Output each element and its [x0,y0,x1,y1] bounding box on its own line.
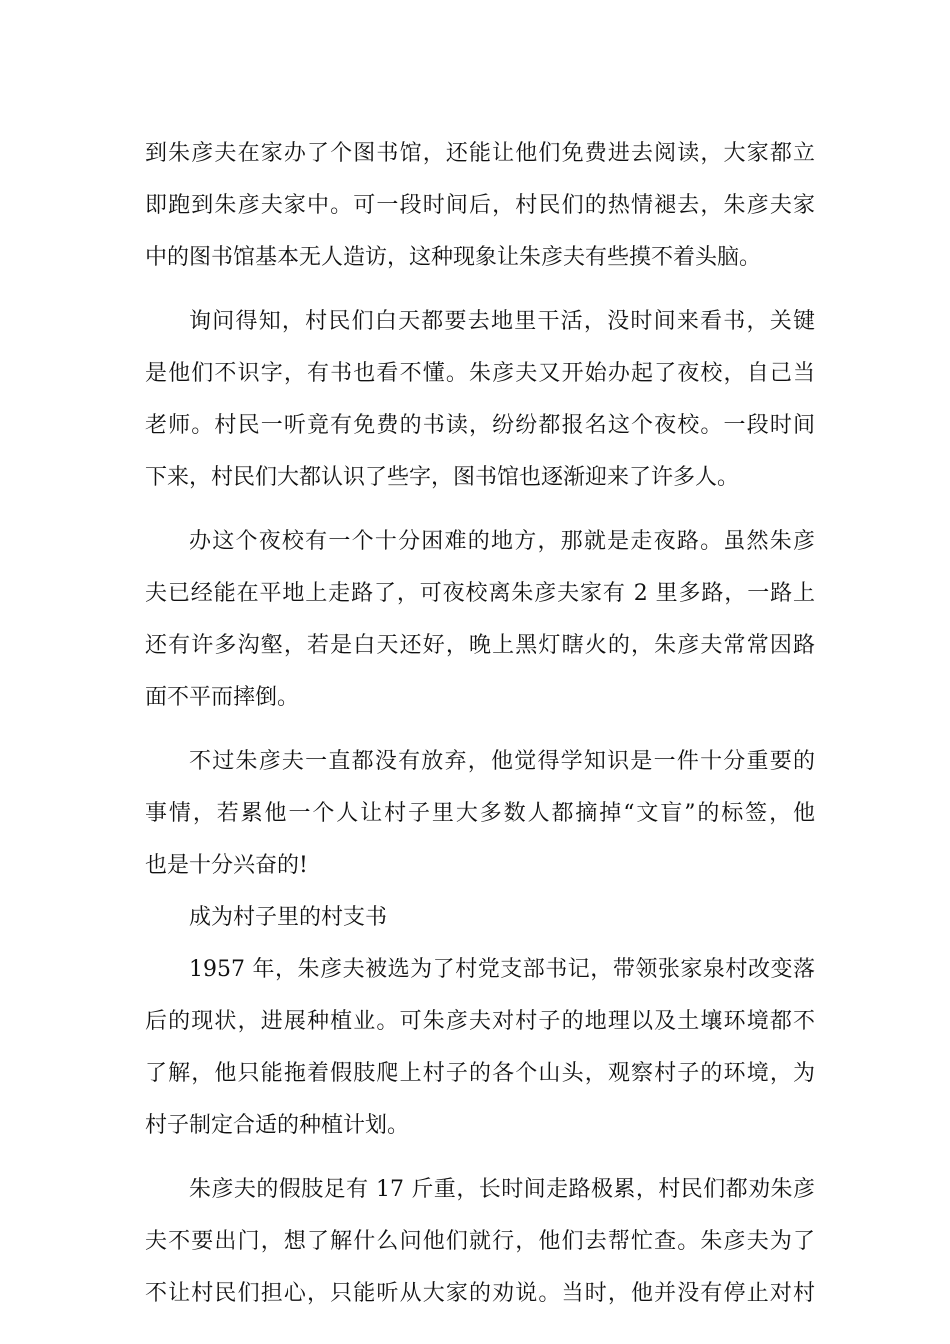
text-line: 中的图书馆基本无人造访，这种现象让朱彦夫有些摸不着头脑。 [145,245,762,270]
text-line: 事情，若累他一个人让村子里大多数人都摘掉“文盲”的标签，他 [145,801,815,826]
section-heading: 成为村子里的村支书 [189,905,388,930]
text-line: 1957 年，朱彦夫被选为了村党支部书记，带领张家泉村改变落 [189,957,815,982]
text-line: 到朱彦夫在家办了个图书馆，还能让他们免费进去阅读，大家都立 [145,141,815,166]
text-line: 夫不要出门，想了解什么问他们就行，他们去帮忙查。朱彦夫为了 [145,1229,815,1254]
text-line: 老师。村民一听竟有免费的书读，纷纷都报名这个夜校。一段时间 [145,413,815,438]
text-line: 还有许多沟壑，若是白天还好，晚上黑灯瞎火的，朱彦夫常常因路 [145,633,815,658]
text-line: 了解，他只能拖着假肢爬上村子的各个山头，观察村子的环境，为 [145,1061,815,1086]
text-line: 即跑到朱彦夫家中。可一段时间后，村民们的热情褪去，朱彦夫家 [145,193,815,218]
text-line: 后的现状，进展种植业。可朱彦夫对村子的地理以及土壤环境都不 [145,1009,815,1034]
text-line: 朱彦夫的假肢足有 17 斤重，长时间走路极累，村民们都劝朱彦 [189,1177,815,1202]
text-line: 夫已经能在平地上走路了，可夜校离朱彦夫家有 2 里多路，一路上 [145,581,815,606]
text-line: 办这个夜校有一个十分困难的地方，那就是走夜路。虽然朱彦 [189,529,815,554]
text-line: 询问得知，村民们白天都要去地里干活，没时间来看书，关键 [189,309,815,334]
body-text [145,128,815,1320]
text-line: 下来，村民们大都认识了些字，图书馆也逐渐迎来了许多人。 [145,465,740,490]
text-line: 面不平而摔倒。 [145,685,300,710]
text-line: 不过朱彦夫一直都没有放弃，他觉得学知识是一件十分重要的 [189,749,815,774]
text-line: 村子制定合适的种植计划。 [145,1113,410,1138]
text-line: 是他们不识字，有书也看不懂。朱彦夫又开始办起了夜校，自己当 [145,361,815,386]
text-line: 不让村民们担心，只能听从大家的劝说。当时，他并没有停止对村 [145,1281,815,1306]
text-line: 也是十分兴奋的! [145,853,308,878]
